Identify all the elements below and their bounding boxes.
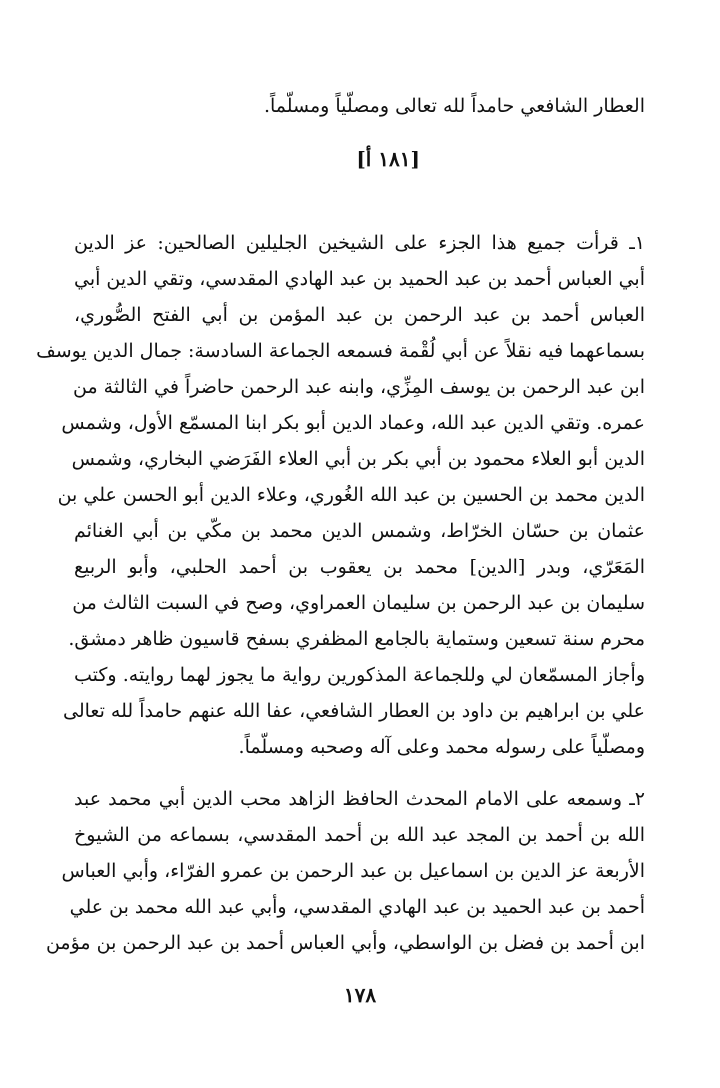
text-line: عمره. وتقي الدين عبد الله، وعماد الدين أبو بكر ابنا المسمّع الأول، وشمس bbox=[61, 412, 645, 434]
text-line: المَعَرّي، وبدر [الدين] محمد بن يعقوب بن أحمد الحلبي، وأبو الربيع bbox=[74, 556, 645, 578]
text-line: ابن عبد الرحمن بن يوسف المِزِّي، وابنه عبد الرحمن حاضراً في الثالثة من bbox=[72, 376, 645, 398]
text-line: أبي العباس أحمد بن عبد الحميد بن عبد الهادي المقدسي، وتقي الدين أبي bbox=[73, 268, 645, 290]
folio-reference: [١٨١ أ] bbox=[356, 147, 420, 171]
text-line: محرم سنة تسعين وستماية بالجامع المظفري بسفح قاسيون ظاهر دمشق. bbox=[68, 628, 645, 650]
text-line: علي بن ابراهيم بن داود بن العطار الشافعي، عفا الله عنهم حامداً لله تعالى bbox=[63, 700, 645, 722]
text-line: سليمان بن عبد الرحمن بن سليمان العمراوي، وصح في السبت الثالث من bbox=[72, 592, 645, 614]
text-line: عثمان بن حسّان الخرّاط، وشمس الدين محمد بن مكّي بن أبي الغنائم bbox=[74, 520, 645, 542]
text-line: ابن أحمد بن فضل بن الواسطي، وأبي العباس أحمد بن عبد الرحمن بن مؤمن bbox=[45, 932, 645, 954]
opening-line: العطار الشافعي حامداً لله تعالى ومصلّياً ومسلّماً. bbox=[263, 95, 645, 117]
text-line: ١ـ قرأت جميع هذا الجزء على الشيخين الجليلين الصالحين: عز الدين bbox=[74, 232, 645, 254]
text-line: بسماعهما فيه نقلاً عن أبي لُقْمة فسمعه الجماعة السادسة: جمال الدين يوسف bbox=[36, 340, 645, 362]
page-number: ١٧٨ bbox=[343, 983, 377, 1007]
text-line: العباس أحمد بن عبد الرحمن بن عبد المؤمن بن أبي الفتح الصُّوري، bbox=[74, 304, 645, 326]
text-line: الدين أبو العلاء محمود بن أبي بكر بن أبي العلاء الفَرَضي البخاري، وشمس bbox=[71, 448, 645, 470]
text-line: ٢ـ وسمعه على الامام المحدث الحافظ الزاهد محب الدين أبي محمد عبد bbox=[74, 788, 645, 810]
text-line: الدين محمد بن الحسين بن عبد الله الغُوري، وعلاء الدين أبو الحسن علي بن bbox=[57, 484, 645, 506]
text-line: وأجاز المسمّعان لي وللجماعة المذكورين رواية ما يجوز لهما روايته. وكتب bbox=[74, 664, 645, 686]
text-line: أحمد بن عبد الحميد بن عبد الهادي المقدسي، وأبي عبد الله محمد بن علي bbox=[69, 896, 645, 918]
text-line: الأربعة عز الدين بن اسماعيل بن عبد الرحمن بن عمرو الفرّاء، وأبي العباس bbox=[61, 860, 645, 882]
text-line: الله بن أحمد بن المجد عبد الله بن أحمد المقدسي، بسماعه من الشيوخ bbox=[74, 824, 645, 846]
text-line: ومصلّياً على رسوله محمد وعلى آله وصحبه ومسلّماً. bbox=[238, 736, 645, 758]
